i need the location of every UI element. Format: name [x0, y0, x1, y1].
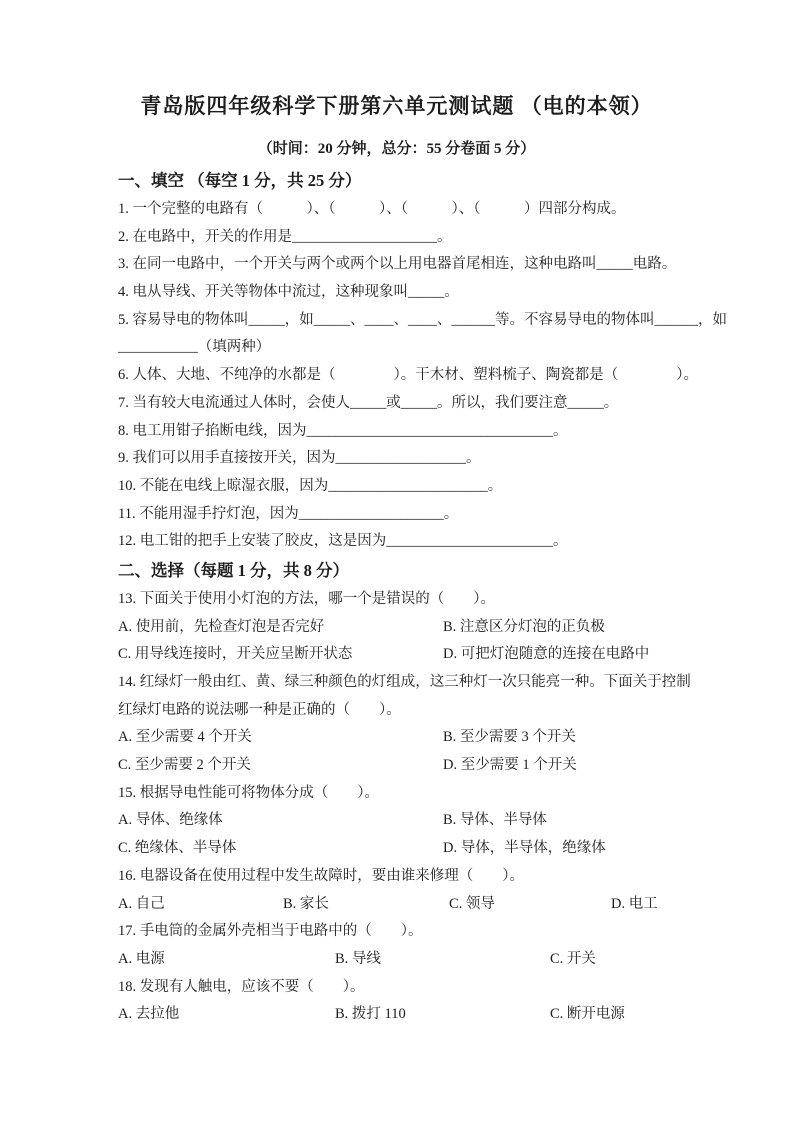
- choice-question-18-options-row: [118, 1001, 718, 1029]
- section-fill-heading: 一、填空 （每空 1 分，共 25 分）: [118, 171, 362, 190]
- choice-question-14-stem-line-2: 红绿灯电路的说法哪一种是正确的（ ）。: [118, 701, 401, 718]
- q18-option-b: B. 拨打 110: [335, 1006, 406, 1023]
- q17-option-b: B. 导线: [335, 950, 381, 967]
- choice-question-18-stem: 18. 发现有人触电，应该不要（ ）。: [118, 978, 365, 995]
- choice-question-15-options-row-1: [118, 807, 718, 835]
- fill-question-1: 1. 一个完整的电路有（ ）、（ ）、（ ）、（ ）四部分构成。: [118, 201, 626, 217]
- exam-title: 青岛版四年级科学下册第六单元测试题 （电的本领）: [140, 94, 653, 118]
- q15-option-a: A. 导体、绝缘体: [118, 812, 223, 829]
- choice-question-14-stem-line-1: 14. 红绿灯一般由红、黄、绿三种颜色的灯组成，这三种灯一次只能亮一种。下面关于控制: [118, 674, 691, 690]
- choice-question-13-stem: 13. 下面关于使用小灯泡的方法，哪一个是错误的（ ）。: [118, 590, 495, 607]
- fill-question-5-line-2: ___________（填两种）: [118, 339, 271, 356]
- choice-question-15-stem: 15. 根据导电性能可将物体分成（ ）。: [118, 784, 379, 801]
- fill-question-3: 3. 在同一电路中，一个开关与两个或两个以上用电器首尾相连，这种电路叫_____电路。: [118, 256, 677, 273]
- q18-option-c: C. 断开电源: [550, 1006, 625, 1023]
- choice-question-16-options-row: [118, 891, 718, 919]
- fill-question-5-line-1: 5. 容易导电的物体叫_____，如_____、____、____、______等。不容易导电的物体叫______，如: [118, 311, 727, 328]
- choice-question-15-options-row-2: [118, 835, 718, 863]
- q14-option-d: D. 至少需要 1 个开关: [443, 757, 577, 774]
- choice-question-14-options-row-2: [118, 752, 718, 780]
- q16-option-a: A. 自己: [118, 895, 165, 912]
- q13-option-a: A. 使用前，先检查灯泡是否完好: [118, 618, 325, 635]
- q14-option-b: B. 至少需要 3 个开关: [443, 729, 576, 746]
- q13-option-d: D. 可把灯泡随意的连接在电路中: [443, 646, 650, 663]
- fill-question-12: 12. 电工钳的把手上安装了胶皮，这是因为_______________________。: [118, 533, 568, 550]
- fill-question-11: 11. 不能用湿手拧灯泡，因为____________________。: [118, 505, 459, 522]
- q17-option-a: A. 电源: [118, 950, 165, 967]
- choice-question-17-options-row: [118, 946, 718, 974]
- q13-option-b: B. 注意区分灯泡的正负极: [443, 618, 605, 635]
- q15-option-d: D. 导体，半导体，绝缘体: [443, 840, 606, 857]
- q15-option-c: C. 绝缘体、半导体: [118, 840, 237, 857]
- choice-question-13-options-row-1: [118, 614, 718, 642]
- exam-subtitle: （时间：20 分钟，总分：55 分卷面 5 分）: [257, 141, 536, 157]
- fill-question-4: 4. 电从导线、开关等物体中流过，这种现象叫_____。: [118, 284, 459, 301]
- section-choice-heading: 二、选择（每题 1 分，共 8 分）: [118, 560, 349, 580]
- q14-option-a: A. 至少需要 4 个开关: [118, 729, 252, 746]
- q15-option-b: B. 导体、半导体: [443, 812, 547, 829]
- choice-question-17-stem: 17. 手电筒的金属外壳相当于电路中的（ ）。: [118, 923, 423, 940]
- q18-option-a: A. 去拉他: [118, 1006, 180, 1023]
- q17-option-c: C. 开关: [550, 950, 596, 967]
- choice-question-14-options-row-1: [118, 724, 718, 752]
- q13-option-c: C. 用导线连接时，开关应呈断开状态: [118, 646, 353, 663]
- q16-option-d: D. 电工: [611, 895, 658, 912]
- fill-question-7: 7. 当有较大电流通过人体时，会使人_____或_____。所以，我们要注意_____。: [118, 394, 619, 411]
- fill-question-6: 6. 人体、大地、不纯净的水都是（ ）。干木材、塑料梳子、陶瓷都是（ ）。: [118, 367, 698, 384]
- fill-question-8: 8. 电工用钳子掐断电线，因为__________________________________。: [118, 422, 568, 439]
- fill-question-2: 2. 在电路中，开关的作用是____________________。: [118, 228, 452, 245]
- fill-question-9: 9. 我们可以用手直接按开关，因为__________________。: [118, 450, 481, 467]
- choice-question-13-options-row-2: [118, 641, 718, 669]
- exam-body: [118, 166, 727, 1029]
- fill-question-10: 10. 不能在电线上晾湿衣服，因为______________________。: [118, 477, 503, 494]
- q14-option-c: C. 至少需要 2 个开关: [118, 757, 251, 774]
- choice-question-16-stem: 16. 电器设备在使用过程中发生故障时，要由谁来修理（ ）。: [118, 867, 524, 884]
- q16-option-c: C. 领导: [449, 895, 495, 912]
- q16-option-b: B. 家长: [283, 895, 329, 912]
